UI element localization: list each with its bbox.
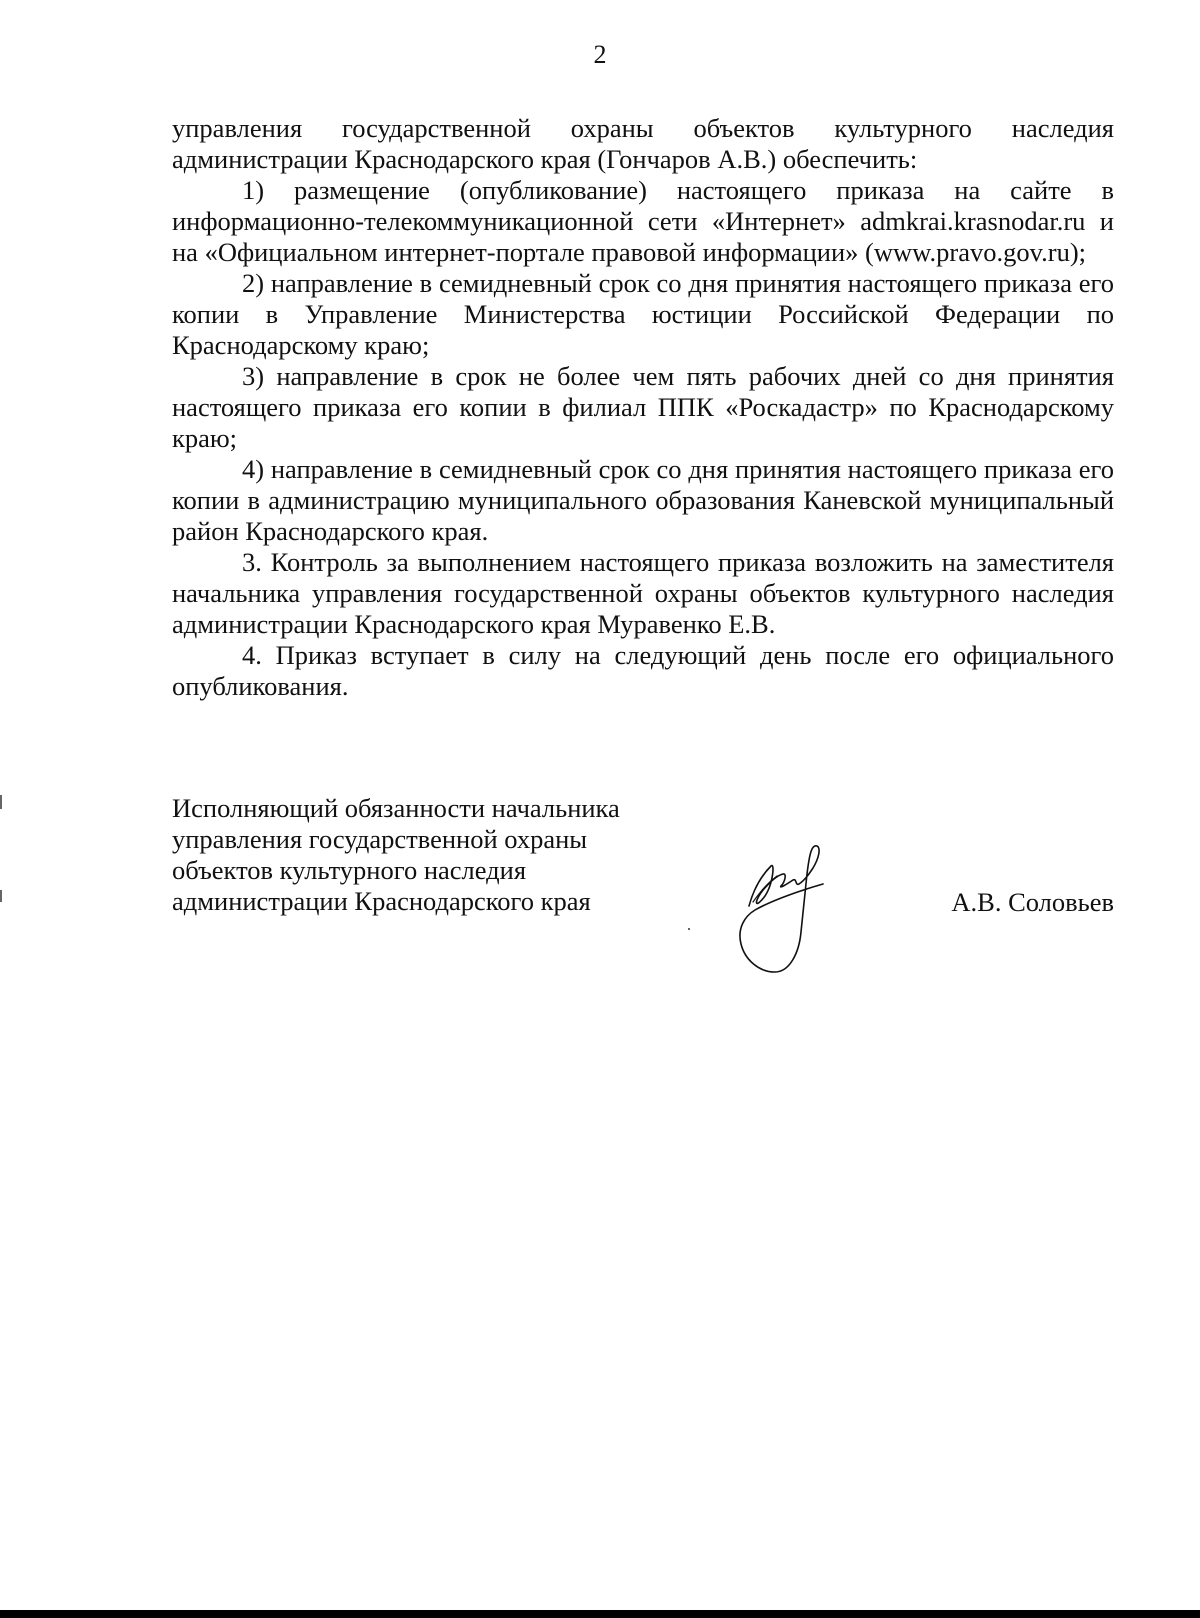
paragraph-item-3: 3) направление в срок не более чем пять рабочих дней со дня принятия настоящего приказа его копии в филиал ППК «Роскадастр» по Краснодарскому краю;: [172, 361, 1114, 453]
signatory-position-line: администрации Краснодарского края: [172, 886, 591, 916]
paragraph-item-2: 2) направление в семидневный срок со дня принятия настоящего приказа его копии в Управление Министерства юстиции Российской Федерации по Краснодарскому краю;: [172, 268, 1114, 360]
document-body: [172, 113, 1114, 702]
scan-bottom-edge: [0, 1610, 1200, 1618]
scan-speck: [0, 795, 2, 809]
signatory-position-line: Исполняющий обязанности начальника: [172, 793, 620, 823]
scan-speck: [0, 890, 2, 902]
paragraph-control: 3. Контроль за выполнением настоящего приказа возложить на заместителя начальника управления государственной охраны объектов культурного наследия администрации Краснодарского края Муравенко Е.В.: [172, 547, 1114, 639]
signatory-position: [172, 793, 692, 917]
paragraph-item-1: 1) размещение (опубликование) настоящего приказа на сайте в информационно-телекоммуникационной сети «Интернет» admkrai.krasnodar.ru и на «Официальном интернет-портале правовой информации» (www.pravo.gov.ru);: [172, 175, 1114, 267]
signatory-position-line: управления государственной охраны: [172, 824, 588, 854]
signatory-name: А.В. Соловьев: [951, 887, 1114, 917]
page-number: 2: [593, 40, 607, 69]
paragraph-effective-date: 4. Приказ вступает в силу на следующий день после его официального опубликования.: [172, 640, 1114, 701]
signatory-position-line: объектов культурного наследия: [172, 855, 527, 885]
handwritten-signature: [735, 844, 845, 984]
paragraph-intro: управления государственной охраны объектов культурного наследия администрации Краснодарского края (Гончаров А.В.) обеспечить:: [172, 113, 1114, 174]
scan-speck: [688, 928, 690, 930]
paragraph-item-4: 4) направление в семидневный срок со дня принятия настоящего приказа его копии в администрацию муниципального образования Каневской муниципальный район Краснодарского края.: [172, 454, 1114, 546]
